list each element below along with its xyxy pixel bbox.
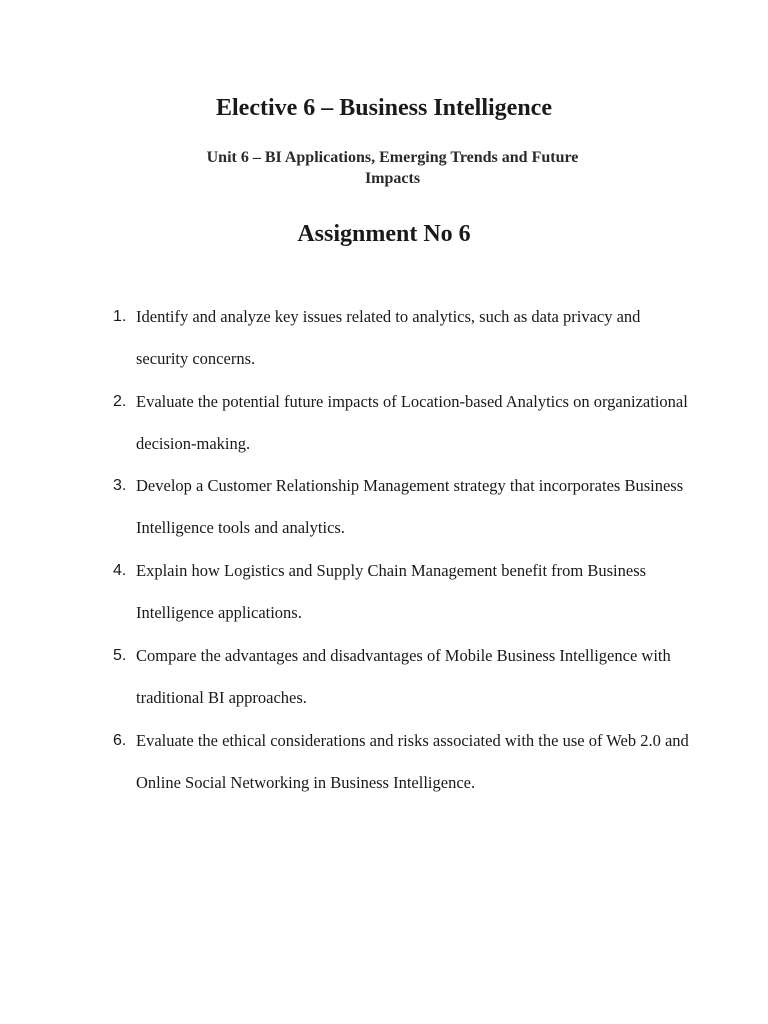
task-text: Develop a Customer Relationship Management strategy that incorporates Business Intelligence tools and analytics. bbox=[136, 476, 684, 537]
assignment-heading: Assignment No 6 bbox=[297, 221, 471, 247]
task-number: 6. bbox=[113, 732, 127, 749]
document-title: Elective 6 – Business Intelligence bbox=[216, 95, 552, 121]
task-number: 2. bbox=[113, 393, 127, 410]
unit-subtitle: Unit 6 – BI Applications, Emerging Trends and Future Impacts bbox=[206, 149, 579, 187]
task-number: 3. bbox=[113, 477, 127, 494]
task-text: Explain how Logistics and Supply Chain Management benefit from Business Intelligence applications. bbox=[136, 561, 647, 622]
task-text: Evaluate the potential future impacts of Location-based Analytics on organizational decision-making. bbox=[136, 392, 688, 453]
task-text: Compare the advantages and disadvantages of Mobile Business Intelligence with traditional BI approaches. bbox=[136, 646, 671, 707]
task-text: Evaluate the ethical considerations and risks associated with the use of Web 2.0 and Online Social Networking in Business Intelligence. bbox=[136, 731, 689, 792]
task-number: 4. bbox=[113, 562, 127, 579]
task-number: 1. bbox=[113, 308, 127, 325]
task-number: 5. bbox=[113, 647, 127, 664]
task-text: Identify and analyze key issues related to analytics, such as data privacy and security concerns. bbox=[136, 307, 641, 368]
